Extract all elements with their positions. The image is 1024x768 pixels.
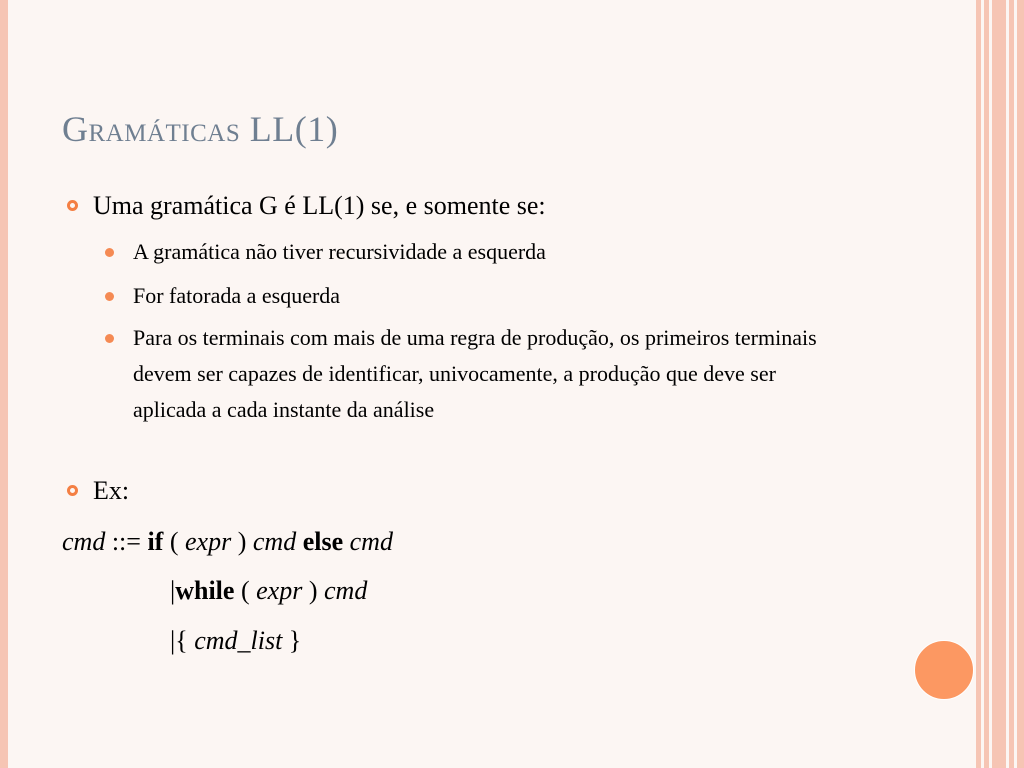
dot-bullet-icon	[105, 248, 114, 257]
sub-bullet-text: A gramática não tiver recursividade a esquerda	[133, 239, 546, 264]
sub-bullet-text: For fatorada a esquerda	[133, 283, 341, 308]
bullet-example-text: Ex:	[93, 476, 130, 505]
sub-bullet-terminals	[105, 320, 825, 428]
left-border	[0, 0, 8, 768]
nonterminal: expr	[256, 576, 303, 605]
nonterminal: cmd	[62, 527, 106, 556]
keyword-else: else	[296, 527, 350, 556]
sub-bullet-text: Para os terminais com mais de uma regra de produção, os primeiros terminais devem ser capazes de identificar, univocamente, a produção que deve ser aplicada a cada instante da análise	[133, 325, 817, 422]
grammar-rule-line-2	[170, 576, 367, 606]
accent-circle	[914, 640, 974, 700]
nonterminal: cmd	[252, 527, 297, 556]
dot-bullet-icon	[105, 334, 114, 343]
sub-bullet-recursion	[105, 234, 825, 270]
assign-symbol: ::=	[105, 527, 148, 556]
sub-bullet-factored	[105, 278, 825, 314]
dot-bullet-icon	[105, 292, 114, 301]
paren-close: )	[302, 576, 324, 605]
brace-close: }	[282, 626, 302, 655]
slide-title: Gramáticas LL(1)	[62, 109, 339, 149]
nonterminal: cmd	[324, 576, 368, 605]
paren-open: (	[234, 576, 257, 605]
nonterminal: cmd_list	[194, 626, 283, 655]
bullet-definition-text: Uma gramática G é LL(1) se, e somente se:	[93, 191, 546, 220]
keyword-while: while	[175, 576, 235, 605]
paren-open: (	[163, 527, 186, 556]
right-border	[976, 0, 1024, 768]
circle-bullet-icon	[67, 485, 78, 496]
alternative-bar: |	[170, 576, 176, 605]
grammar-rule-line-3	[170, 626, 301, 656]
nonterminal: cmd	[349, 527, 393, 556]
circle-bullet-icon	[67, 200, 78, 211]
alternative-bar-brace: |{	[170, 626, 195, 655]
nonterminal: expr	[185, 527, 232, 556]
keyword-if: if	[147, 527, 164, 556]
paren-close: )	[231, 527, 253, 556]
grammar-rule-line-1	[62, 527, 393, 557]
